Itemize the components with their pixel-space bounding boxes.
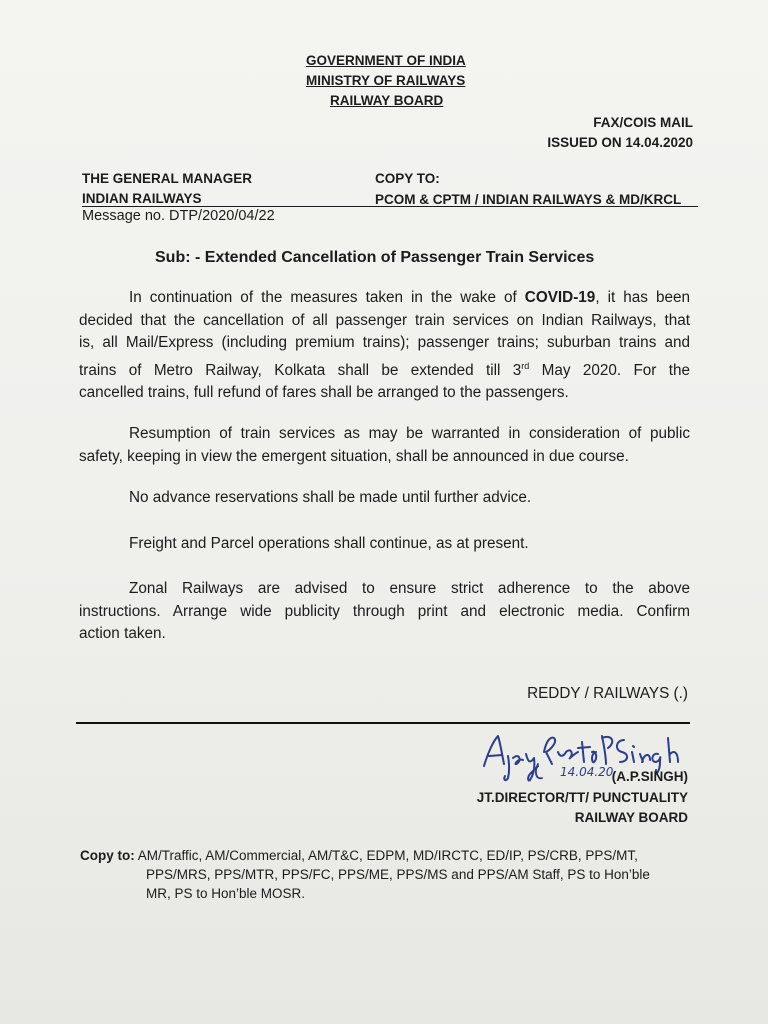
letterhead-ministry: MINISTRY OF RAILWAYS	[306, 73, 466, 88]
copy-to-label: COPY TO:	[375, 171, 440, 186]
issued-date: ISSUED ON 14.04.2020	[547, 135, 693, 150]
paragraph-freight: Freight and Parcel operations shall continue, as at present.	[129, 535, 529, 552]
para1-line2: decided that the cancellation of all passenger train services on Indian Railways, that	[79, 311, 690, 329]
addressee-org: INDIAN RAILWAYS	[82, 191, 202, 206]
paragraph-reservations: No advance reservations shall be made until further advice.	[129, 489, 532, 506]
divider-rule	[76, 722, 690, 724]
para2-line1: Resumption of train services as may be warranted in consideration of public	[129, 425, 690, 442]
reddy-railways-line: REDDY / RAILWAYS (.)	[527, 685, 688, 702]
paragraph-covid-cancellation	[79, 287, 690, 405]
para1-line1: In continuation of the measures taken in the wake of COVID-19, it has been	[129, 289, 690, 306]
signature-date-handwritten: 14.04.20	[560, 765, 614, 779]
signatory-office: RAILWAY BOARD	[574, 810, 688, 825]
copy-footer-line1: Copy to: AM/Traffic, AM/Commercial, AM/T&C, EDPM, MD/IRCTC, ED/IP, PS/CRB, PPS/MT,	[80, 848, 638, 863]
copy-footer-line2: PPS/MRS, PPS/MTR, PPS/FC, PPS/ME, PPS/MS and PPS/AM Staff, PS to Hon’ble	[146, 867, 650, 882]
subject-line: Sub: - Extended Cancellation of Passenger Train Services	[155, 249, 595, 266]
para5-line2: instructions. Arrange wide publicity through print and electronic media. Confirm	[79, 602, 690, 620]
para1-line4: trains of Metro Railway, Kolkata shall be extended till 3rd May 2020. For the	[79, 360, 690, 379]
para1-line3: is, all Mail/Express (including premium trains); passenger trains; suburban trains and	[79, 334, 690, 351]
signatory-name: (A.P.SINGH)	[611, 769, 688, 784]
copy-footer-label: Copy to:	[80, 848, 135, 863]
copy-to-footer	[80, 846, 692, 903]
para5-line1: Zonal Railways are advised to ensure strict adherence to the above	[129, 580, 690, 597]
fax-mode: FAX/COIS MAIL	[593, 115, 693, 130]
paragraph-zonal-instructions	[79, 578, 690, 646]
letterhead-board: RAILWAY BOARD	[330, 93, 444, 108]
copy-footer-line3: MR, PS to Hon’ble MOSR.	[146, 886, 306, 901]
letterhead-government: GOVERNMENT OF INDIA	[306, 53, 466, 68]
addressee-title: THE GENERAL MANAGER	[82, 171, 253, 186]
ordinal-suffix: rd	[521, 360, 530, 371]
para5-line3: action taken.	[79, 625, 166, 642]
signatory-designation: JT.DIRECTOR/TT/ PUNCTUALITY	[476, 790, 688, 805]
para1-line5: cancelled trains, full refund of fares shall be arranged to the passengers.	[79, 384, 569, 402]
message-number: Message no. DTP/2020/04/22	[82, 208, 275, 224]
paragraph-resumption	[79, 423, 690, 468]
para2-line2: safety, keeping in view the emergent situation, shall be announced in due course.	[79, 447, 629, 465]
covid-keyword: COVID-19	[524, 289, 596, 306]
copy-to-recipients: PCOM & CPTM / INDIAN RAILWAYS & MD/KRCL	[375, 192, 682, 207]
